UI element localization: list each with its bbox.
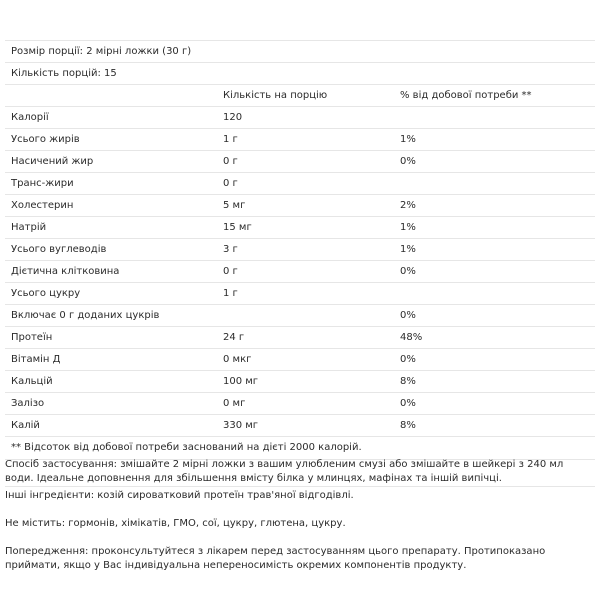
usage-instructions: Спосіб застосування: змішайте 2 мірні ложки з вашим улюбленим смузі або змішайте в шейкері з 240 мл води. Ідеальне доповнення для збільшення вмісту білка у млинцях, мафінах та іншій випічці. [5, 459, 564, 484]
nutrient-amount: 100 мг [223, 376, 259, 387]
free-from: Не містить: гормонів, хімікатів, ГМО, сої, цукру, глютена, цукру. [5, 518, 346, 529]
nutrient-amount: 15 мг [223, 222, 252, 233]
nutrient-name: Натрій [11, 222, 47, 233]
footnote: ** Відсоток від добової потреби заснований на дієті 2000 калорій. [11, 442, 362, 453]
servings-count-row [5, 62, 595, 84]
nutrient-amount: 0 г [223, 178, 238, 189]
nutrient-amount: 330 мг [223, 420, 259, 431]
nutrient-amount: 0 мкг [223, 354, 252, 365]
nutrient-daily-value: 8% [400, 376, 416, 387]
nutrient-row [5, 348, 595, 370]
nutrient-name: Усього вуглеводів [11, 244, 107, 255]
nutrient-name: Залізо [11, 398, 45, 409]
nutrient-name: Включає 0 г доданих цукрів [11, 310, 160, 321]
nutrient-name: Кальцій [11, 376, 53, 387]
nutrient-daily-value: 1% [400, 222, 416, 233]
nutrient-row [5, 128, 595, 150]
nutrient-daily-value: 0% [400, 310, 416, 321]
nutrient-row [5, 172, 595, 194]
other-ingredients: Інші інгредієнти: козій сироватковий протеїн трав'яної відгодівлі. [5, 490, 354, 501]
nutrient-amount: 3 г [223, 244, 238, 255]
nutrient-amount: 5 мг [223, 200, 246, 211]
nutrient-row [5, 282, 595, 304]
nutrient-amount: 0 г [223, 156, 238, 167]
amount-column-header: Кількість на порцію [223, 90, 328, 101]
nutrient-name: Усього жирів [11, 134, 80, 145]
nutrient-name: Холестерин [11, 200, 74, 211]
nutrient-row [5, 414, 595, 436]
nutrient-row [5, 392, 595, 414]
warning: Попередження: проконсультуйтеся з лікарем перед застосуванням цього препарату. Протипоказано приймати, якщо у Вас індивідуальна непереносимість окремих компонентів продукту. [5, 546, 546, 571]
nutrient-row [5, 260, 595, 282]
nutrient-daily-value: 0% [400, 266, 416, 277]
product-notes [5, 458, 590, 575]
nutrient-daily-value: 0% [400, 156, 416, 167]
servings-count: Кількість порцій: 15 [11, 68, 117, 79]
nutrient-name: Насичений жир [11, 156, 94, 167]
nutrient-row [5, 326, 595, 348]
nutrient-row [5, 150, 595, 172]
nutrient-amount: 0 г [223, 266, 238, 277]
nutrient-amount: 24 г [223, 332, 245, 343]
serving-size: Розмір порції: 2 мірні ложки (30 г) [11, 46, 192, 57]
footnote-row [5, 436, 595, 460]
nutrient-name: Транс-жири [11, 178, 74, 189]
nutrition-table [5, 40, 595, 460]
nutrient-name: Протеїн [11, 332, 53, 343]
nutrient-daily-value: 48% [400, 332, 423, 343]
nutrient-daily-value: 0% [400, 398, 416, 409]
nutrient-daily-value: 1% [400, 244, 416, 255]
nutrient-amount: 120 [223, 112, 243, 123]
nutrient-row [5, 370, 595, 392]
nutrient-name: Калій [11, 420, 40, 431]
nutrient-row [5, 304, 595, 326]
nutrient-row [5, 216, 595, 238]
nutrient-row [5, 106, 595, 128]
nutrient-name: Дієтична клітковина [11, 266, 120, 277]
nutrient-amount: 1 г [223, 134, 238, 145]
nutrient-daily-value: 0% [400, 354, 416, 365]
nutrient-amount: 1 г [223, 288, 238, 299]
nutrient-daily-value: 8% [400, 420, 416, 431]
column-header-row [5, 84, 595, 106]
nutrient-name: Калорії [11, 112, 49, 123]
nutrient-amount: 0 мг [223, 398, 246, 409]
nutrient-row [5, 194, 595, 216]
daily-value-column-header: % від добової потреби ** [400, 90, 532, 101]
nutrient-row [5, 238, 595, 260]
nutrient-name: Вітамін Д [11, 354, 61, 365]
serving-size-row [5, 40, 595, 62]
nutrient-daily-value: 2% [400, 200, 416, 211]
nutrient-daily-value: 1% [400, 134, 416, 145]
nutrient-name: Усього цукру [11, 288, 81, 299]
